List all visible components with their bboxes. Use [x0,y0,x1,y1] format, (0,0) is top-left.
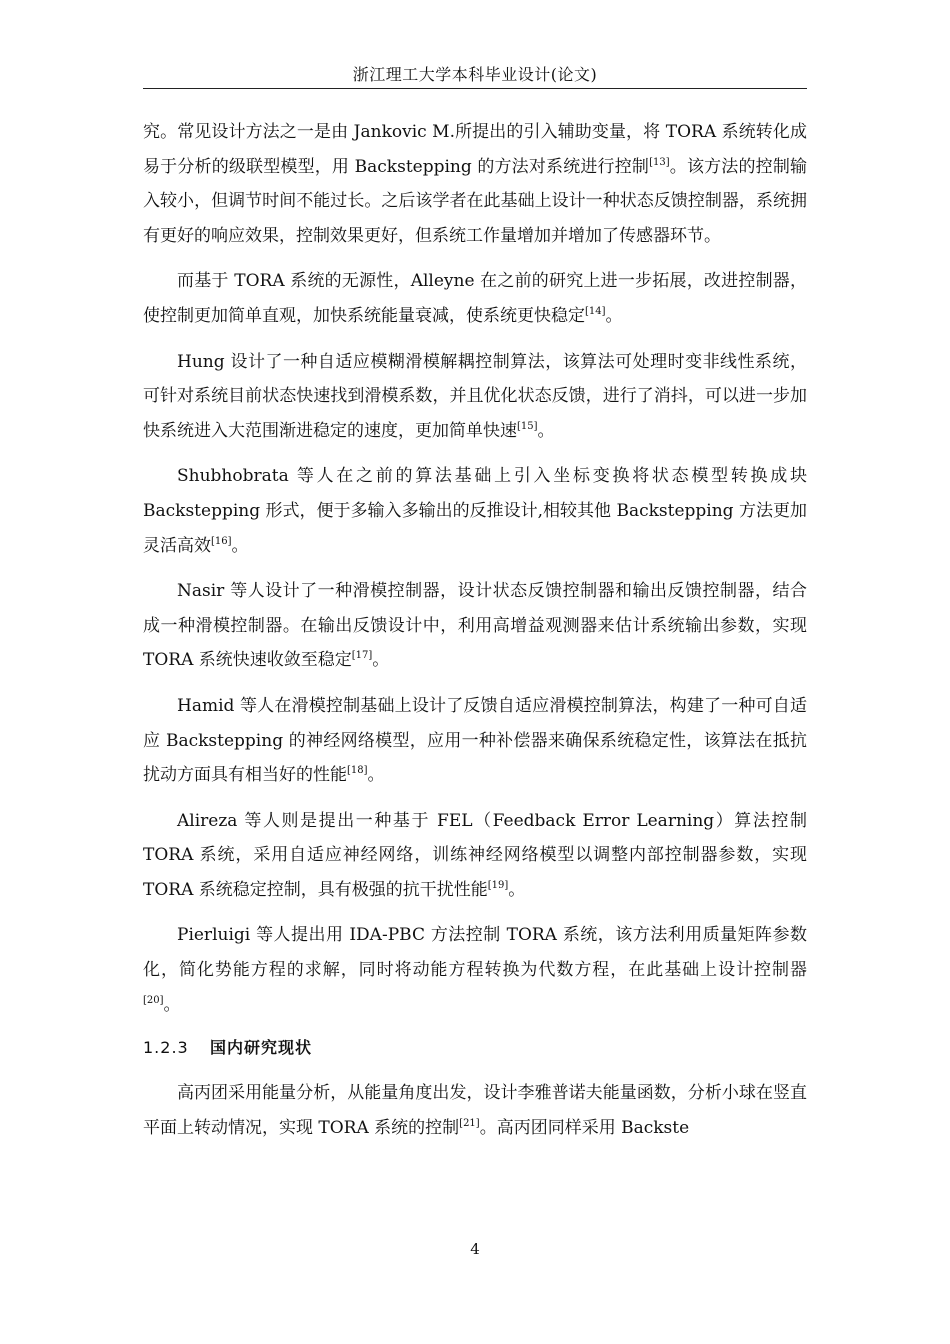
citation: [20] [143,994,164,1006]
section-title: 国内研究现状 [210,1038,313,1058]
paragraph-text-continued: 。 [231,535,249,556]
body-text [143,115,807,1156]
paragraph-text-continued: 。 [537,420,555,441]
citation: [15] [517,420,538,432]
paragraph-text: Shubhobrata 等人在之前的算法基础上引入坐标变换将状态模型转换成块 Backstepping 形式，便于多输入多输出的反推设计,相较其他 Backstepping 方法更加灵活高效 [143,466,807,556]
paragraph-7 [143,804,807,908]
citation: [14] [585,305,606,317]
paragraph-text: 而基于 TORA 系统的无源性，Alleyne 在之前的研究上进一步拓展，改进控制器，使控制更加简单直观，加快系统能量衰减，使系统更快稳定 [143,271,807,326]
citation: [13] [649,156,670,168]
paragraph-text: 高丙团采用能量分析，从能量角度出发，设计李雅普诺夫能量函数，分析小球在竖直平面上转动情况，实现 TORA 系统的控制 [143,1083,807,1138]
header-rule [143,88,807,89]
citation: [19] [487,879,509,891]
paragraph-text: 究。常见设计方法之一是由 Jankovic M.所提出的引入辅助变量，将 TORA 系统转化成易于分析的级联型模型，用 Backstepping 的方法对系统进行控制 [143,122,807,177]
paragraph-2 [143,264,807,333]
paragraph-text-continued: 。高丙团同样采用 Backste [479,1117,690,1138]
paragraph-text: Pierluigi 等人提出用 IDA-PBC 方法控制 TORA 系统，该方法利用质量矩阵参数化，简化势能方程的求解，同时将动能方程转换为代数方程，在此基础上设计控制器 [143,925,807,981]
paragraph-5 [143,574,807,678]
paragraph-text: Alireza 等人则是提出一种基于 FEL（Feedback Error Learning）算法控制 TORA 系统，采用自适应神经网络，训练神经网络模型以调整内部控制器参数，实现 TORA 系统稳定控制，具有极强的抗干扰性能 [143,810,807,900]
paragraph-6 [143,689,807,793]
page-number: 4 [470,1240,480,1258]
citation: [21] [459,1117,480,1129]
paragraph-text: Hung 设计了一种自适应模糊滑模解耦控制算法，该算法可处理时变非线性系统，可针对系统目前状态快速找到滑模系数，并且优化状态反馈，进行了消抖，可以进一步加快系统进入大范围渐进稳定的速度，更加简单快速 [143,351,807,441]
section-number: 1.2.3 [143,1038,189,1058]
citation: [16] [211,535,232,547]
paragraph-3 [143,345,807,449]
paragraph-text-continued: 。 [508,879,526,900]
section-heading [143,1036,807,1060]
paragraph-9 [143,1076,807,1145]
paragraph-text-continued: 。 [605,305,623,326]
paragraph-text-continued: 。 [367,765,385,786]
paragraph-text-continued: 。该方法的控制输入较小，但调节时间不能过长。之后该学者在此基础上设计一种状态反馈控制器，系统拥有更好的响应效果，控制效果更好，但系统工作量增加并增加了传感器环节。 [143,156,807,246]
paragraph-8 [143,918,807,1022]
paragraph-text: Nasir 等人设计了一种滑模控制器，设计状态反馈控制器和输出反馈控制器，结合成一种滑模控制器。在输出反馈设计中，利用高增益观测器来估计系统输出参数，实现 TORA 系统快速收敛至稳定 [143,581,807,671]
paragraph-text-continued: 。 [372,650,390,671]
citation: [18] [347,765,368,777]
paragraph-4 [143,459,807,563]
citation: [17] [351,650,373,662]
paragraph-1 [143,115,807,253]
running-header: 浙江理工大学本科毕业设计(论文) [352,65,598,84]
paragraph-text: Hamid 等人在滑模控制基础上设计了反馈自适应滑模控制算法，构建了一种可自适应 Backstepping 的神经网络模型，应用一种补偿器来确保系统稳定性，该算法在抵抗扰动方面具有相当好的性能 [143,695,807,786]
paragraph-text-continued: 。 [163,994,181,1015]
